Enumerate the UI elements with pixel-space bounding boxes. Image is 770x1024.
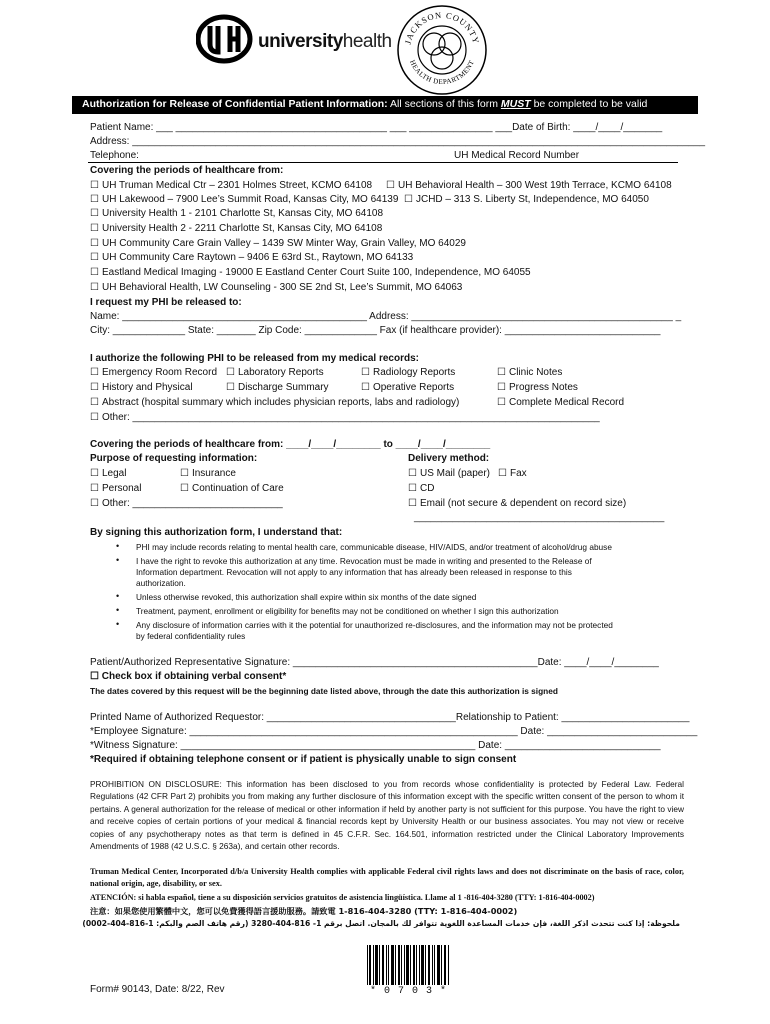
spanish-notice: ATENCIÓN: si habla español, tiene a su disposición servicios gratuitos de asistencia lingüística. Llame al 1 -816-404-3280 (TTY: 1-816-404-0002) xyxy=(90,893,595,902)
purpose-checkbox[interactable]: ☐ Personal xyxy=(90,482,141,496)
nondiscrimination-paragraph: Truman Medical Center, Incorporated d/b/a University Health complies with applicable Federal civil rights laws and does not discriminate on the basis of race, color, national origin, age, disability, or sex. xyxy=(90,867,684,889)
phi-checkbox[interactable]: ☐ Clinic Notes xyxy=(497,366,562,380)
chinese-notice: 注意：如果您使用繁體中文，您可以免費獲得語言援助服務。請致電 1-816-404-3280 (TTY: 1-816-404-0002) xyxy=(90,906,518,916)
understand-item-cont: by federal confidentiality rules xyxy=(136,631,246,641)
mrn-label: UH Medical Record Number xyxy=(454,150,580,161)
phi-checkbox[interactable]: ☐ Discharge Summary xyxy=(226,381,329,395)
understand-item-cont: Information department. Revocation will not apply to any information that has already been released in response to this xyxy=(136,567,572,577)
university-health-logo xyxy=(196,14,392,64)
address-field[interactable]: Address: _______________________________________________________________________________________________________ xyxy=(90,136,706,147)
divider xyxy=(88,162,678,163)
dates-note: The dates covered by this request will be the beginning date listed above, through the date this authorization is signed xyxy=(90,686,558,696)
employee-signature-field[interactable]: *Employee Signature: ___________________________________________________________ Date: ___________________________ xyxy=(90,726,698,737)
delivery-checkbox[interactable]: ☐ Email (not secure & dependent on record size) xyxy=(408,497,626,511)
delivery-checkbox[interactable]: ☐ CD xyxy=(408,482,434,496)
form-number: Form# 90143, Date: 8/22, Rev xyxy=(90,984,225,995)
phi-checkbox[interactable]: ☐ Emergency Room Record xyxy=(90,366,217,380)
phi-checkbox[interactable]: ☐ Operative Reports xyxy=(361,381,454,395)
purpose-checkbox[interactable]: ☐ Legal xyxy=(90,467,126,481)
arabic-notice: ملحوظة: إذا كنت تتحدث اذكر اللغة، فإن خدمات المساعدة اللغوية تتوافر لك بالمجان. اتصل برقم 1- 816-404-3280 (رقم هاتف الصم والبكم: 1-816-404-0002) xyxy=(82,919,680,928)
purpose-other-field[interactable]: ☐ Other: ___________________________ xyxy=(90,497,283,511)
phi-other-field[interactable]: ☐ Other: ____________________________________________________________________________________ xyxy=(90,411,600,425)
witness-signature-field[interactable]: *Witness Signature: _____________________________________________________ Date: ____________________________ xyxy=(90,740,661,751)
bullet-icon: • xyxy=(116,605,120,615)
recipient-name-address-field[interactable]: Name: ____________________________________________ Address: _______________________________________________ _ xyxy=(90,311,682,322)
patient-signature-field[interactable]: Patient/Authorized Representative Signature: ____________________________________________Date: ____/____/________ xyxy=(90,657,659,668)
understand-item: Any disclosure of information carries with it the potential for unauthorized re-disclosures, and the information may not be protected xyxy=(136,620,613,630)
verbal-consent-checkbox[interactable]: ☐ Check box if obtaining verbal consent* xyxy=(90,671,287,682)
location-checkbox[interactable]: ☐ University Health 2 - 2211 Charlotte St, Kansas City, MO 64108 xyxy=(90,222,382,236)
release-to-heading: I request my PHI be released to: xyxy=(90,297,242,308)
location-checkbox[interactable]: ☐ UH Community Care Raytown – 9406 E 63rd St., Raytown, MO 64133 xyxy=(90,251,413,265)
understand-item: Treatment, payment, enrollment or eligibility for benefits may not be conditioned on whether I sign this authorization xyxy=(136,606,559,616)
bullet-icon: • xyxy=(116,619,120,629)
phi-checkbox[interactable]: ☐ Radiology Reports xyxy=(361,366,455,380)
understand-item: Unless otherwise revoked, this authorization shall expire within six months of the date signed xyxy=(136,592,477,602)
understand-heading: By signing this authorization form, I understand that: xyxy=(90,527,343,538)
delivery-heading: Delivery method: xyxy=(408,453,490,464)
purpose-checkbox[interactable]: ☐ Insurance xyxy=(180,467,236,481)
recipient-city-field[interactable]: City: _____________ State: _______ Zip Code: _____________ Fax (if healthcare provider): ____________________________ xyxy=(90,325,661,336)
delivery-checkbox[interactable]: ☐ Fax xyxy=(498,467,527,481)
prohibition-paragraph: PROHIBITION ON DISCLOSURE: This information has been disclosed to you from records whose confidentiality is protected by Federal Law. Federal Regulations (42 CFR Part 2) prohibits you from making any further disclosure of this information except with the specific written consent of the person to whom it pertains. A general authorization for the release of medical or other information if held by another party is not sufficient for this purpose. You have the right to view and receive copies of certain portions of your medical & financial records kept by University Health or our business associates. You may not view or receive copies of any psychotherapy notes as that term is defined in 45 C.F.R. Sec. 164.501, information restricted under the Clinical Laboratory Improvements Amendments of 1988 (42 U.S.C. § 263a), and certain other records. xyxy=(90,779,684,852)
understand-item-cont: authorization. xyxy=(136,578,186,588)
location-checkbox[interactable]: ☐ University Health 1 - 2101 Charlotte St, Kansas City, MO 64108 xyxy=(90,207,383,221)
location-checkbox[interactable]: ☐ UH Community Care Grain Valley – 1439 SW Minter Way, Grain Valley, MO 64029 xyxy=(90,237,466,251)
understand-item: PHI may include records relating to mental health care, communicable disease, HIV/AIDS, and/or treatment of alcohol/drug abuse xyxy=(136,542,612,552)
location-checkbox[interactable]: ☐ UH Truman Medical Ctr – 2301 Holmes Street, KCMO 64108 xyxy=(90,179,372,193)
email-address-field[interactable]: _____________________________________________ xyxy=(414,512,665,523)
understand-item: I have the right to revoke this authorization at any time. Revocation must be made in writing and presented to the Release of xyxy=(136,556,592,566)
phi-checkbox[interactable]: ☐ Laboratory Reports xyxy=(226,366,324,380)
location-checkbox[interactable]: ☐ Eastland Medical Imaging - 19000 E Eastland Center Court Suite 100, Independence, MO 64055 xyxy=(90,266,531,280)
logo-wordmark: universityhealth xyxy=(258,31,392,52)
printed-name-field[interactable]: Printed Name of Authorized Requestor: __________________________________Relationship to Patient: _______________________ xyxy=(90,712,690,723)
checkbox-icon: ☐ xyxy=(90,671,102,682)
bullet-icon: • xyxy=(116,591,120,601)
uh-logo-mark-icon xyxy=(196,14,256,64)
bullet-icon: • xyxy=(116,555,120,565)
location-checkbox[interactable]: ☐ UH Behavioral Health, LW Counseling - 300 SE 2nd St, Lee’s Summit, MO 64063 xyxy=(90,281,462,295)
form-title-banner: Authorization for Release of Confidential Patient Information: All sections of this form MUST be completed to be valid xyxy=(72,96,698,114)
location-checkbox[interactable]: ☐ JCHD – 313 S. Liberty St, Independence, MO 64050 xyxy=(404,193,649,207)
telephone-label: Telephone: xyxy=(90,150,139,161)
phi-checkbox[interactable]: ☐ History and Physical xyxy=(90,381,193,395)
jackson-county-seal-icon xyxy=(396,4,488,96)
barcode-text: * 0 7 0 3 * xyxy=(370,986,448,997)
bullet-icon: • xyxy=(116,541,120,551)
phi-checkbox[interactable]: ☐ Progress Notes xyxy=(497,381,578,395)
phi-heading: I authorize the following PHI to be released from my medical records: xyxy=(90,353,419,364)
delivery-checkbox[interactable]: ☐ US Mail (paper) xyxy=(408,467,490,481)
svg-text:HEALTH DEPARTMENT: HEALTH DEPARTMENT xyxy=(407,58,476,87)
date-range-field[interactable]: Covering the periods of healthcare from: ____/____/________ to ____/____/________ xyxy=(90,439,491,450)
locations-heading: Covering the periods of healthcare from: xyxy=(90,165,284,176)
required-note: *Required if obtaining telephone consent or if patient is physically unable to sign consent xyxy=(90,754,517,765)
location-checkbox[interactable]: ☐ UH Lakewood – 7900 Lee’s Summit Road, Kansas City, MO 64139 xyxy=(90,193,398,207)
phi-checkbox[interactable]: ☐ Abstract (hospital summary which includes physician reports, labs and radiology) xyxy=(90,396,459,410)
purpose-checkbox[interactable]: ☐ Continuation of Care xyxy=(180,482,284,496)
svg-text:JACKSON COUNTY: JACKSON COUNTY xyxy=(402,9,482,46)
location-checkbox[interactable]: ☐ UH Behavioral Health – 300 West 19th Terrace, KCMO 64108 xyxy=(386,179,672,193)
purpose-heading: Purpose of requesting information: xyxy=(90,453,258,464)
patient-name-field[interactable]: Patient Name: ___ ______________________________________ ___ _______________ ___Date of Birth: ____/____/_______ xyxy=(90,122,663,133)
phi-checkbox[interactable]: ☐ Complete Medical Record xyxy=(497,396,624,410)
